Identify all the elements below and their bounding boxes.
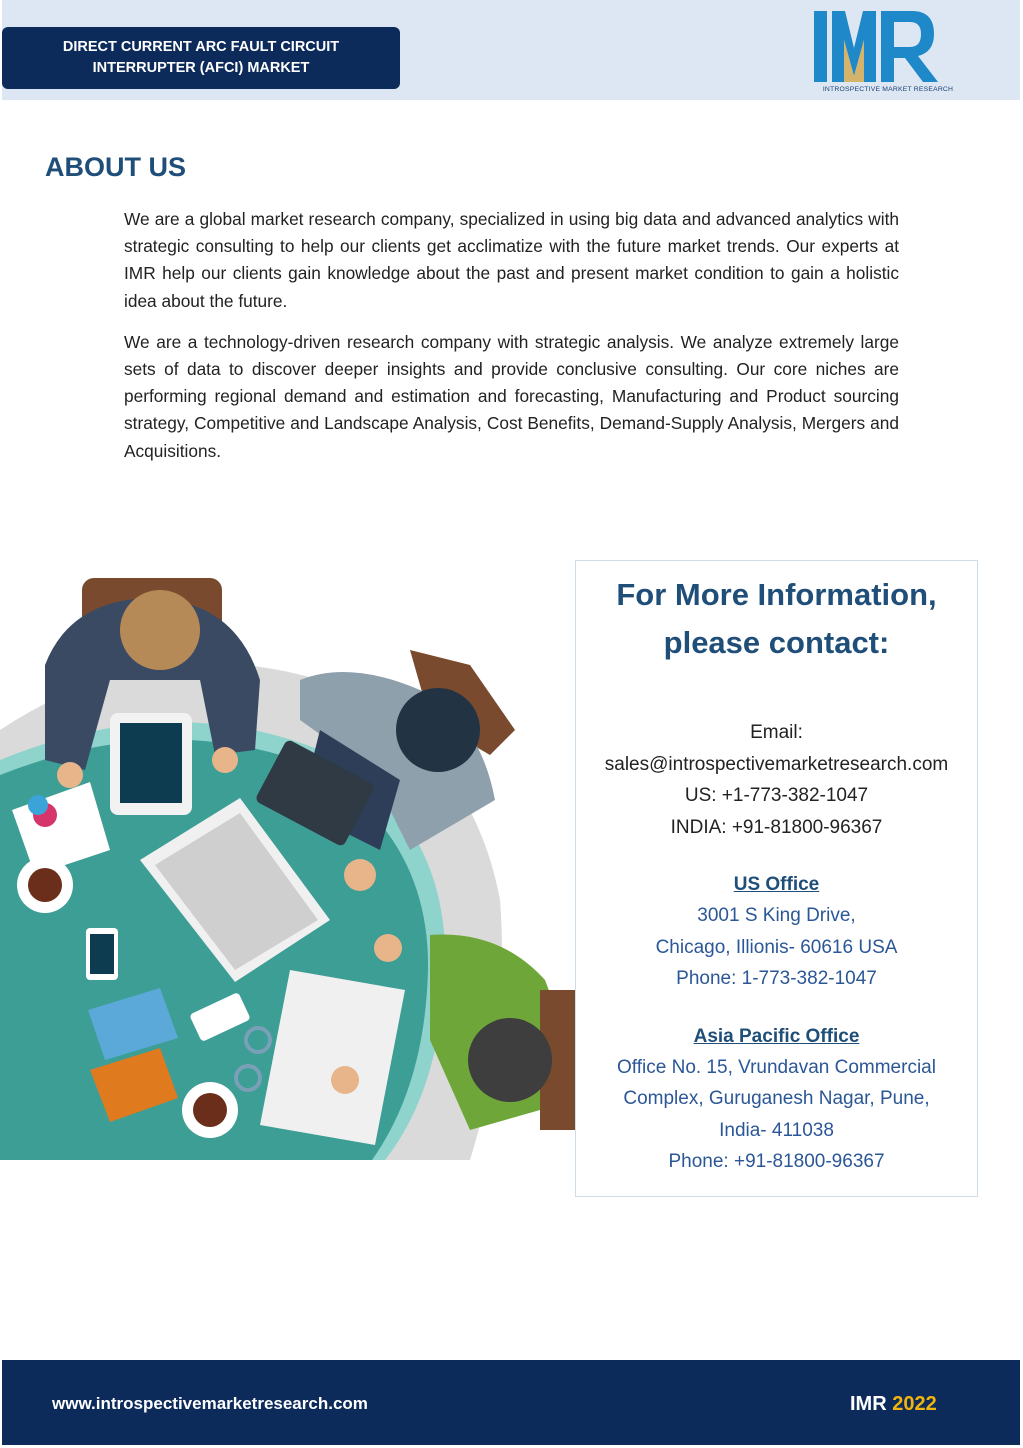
contact-title-line1: For More Information, [616, 577, 937, 612]
us-office [576, 869, 977, 995]
us-phone: US: +1-773-382-1047 [684, 785, 869, 806]
team-meeting-illustration [0, 570, 580, 1160]
us-office-line1: 3001 S King Drive, [697, 905, 856, 926]
about-paragraph-2: We are a technology-driven research company with strategic analysis. We analyze extremely large sets of data to discover deeper insights and provide conclusive consulting. Our core niches are performing regional demand and estimation and forecasting, Manufacturing and Product sourcing strategy, Competitive and Landscape Analysis, Cost Benefits, Demand-Supply Analysis, Mergers and Acquisitions. [124, 331, 899, 461]
contact-details [576, 717, 977, 843]
about-body [124, 206, 899, 479]
email-address[interactable]: sales@introspectivemarketresearch.com [604, 753, 949, 775]
imr-logo [814, 8, 962, 96]
asia-office-heading: Asia Pacific Office [693, 1025, 860, 1047]
contact-title-line2: please contact: [663, 625, 890, 660]
us-office-heading: US Office [733, 874, 820, 895]
contact-box [575, 560, 978, 1197]
footer-brand-year [850, 1393, 937, 1416]
asia-office [576, 1021, 977, 1178]
report-title-box [2, 27, 400, 89]
imr-logo-mark [814, 8, 962, 88]
footer-year: 2022 [892, 1393, 937, 1415]
india-phone: INDIA: +91-81800-96367 [670, 816, 883, 838]
logo-subtitle: INTROSPECTIVE MARKET RESEARCH [822, 86, 954, 93]
email-label: Email: [750, 722, 803, 743]
footer-brand: IMR [850, 1393, 887, 1415]
contact-title [576, 571, 977, 667]
report-title-line2: INTERRUPTER (AFCI) MARKET [92, 60, 310, 76]
report-title-line1: DIRECT CURRENT ARC FAULT CIRCUIT [62, 39, 340, 55]
asia-office-line3: India- 411038 [719, 1119, 834, 1141]
about-paragraph-1: We are a global market research company, specialized in using big data and advanced analytics with strategic consulting to help our clients get acclimatize with the future market trends. Our experts at IMR help our clients gain knowledge about the past and present market condition to gain a holistic idea about the future. [124, 209, 899, 311]
footer-website-link[interactable]: www.introspectivemarketresearch.com [52, 1394, 368, 1413]
asia-office-phone: Phone: +91-81800-96367 [668, 1151, 885, 1172]
us-office-phone: Phone: 1-773-382-1047 [676, 968, 877, 989]
asia-office-line2: Complex, Guruganesh Nagar, Pune, [623, 1088, 930, 1109]
about-heading: ABOUT US [45, 152, 186, 182]
us-office-line2: Chicago, Illionis- 60616 USA [655, 936, 898, 958]
asia-office-line1: Office No. 15, Vrundavan Commercial [617, 1056, 936, 1078]
